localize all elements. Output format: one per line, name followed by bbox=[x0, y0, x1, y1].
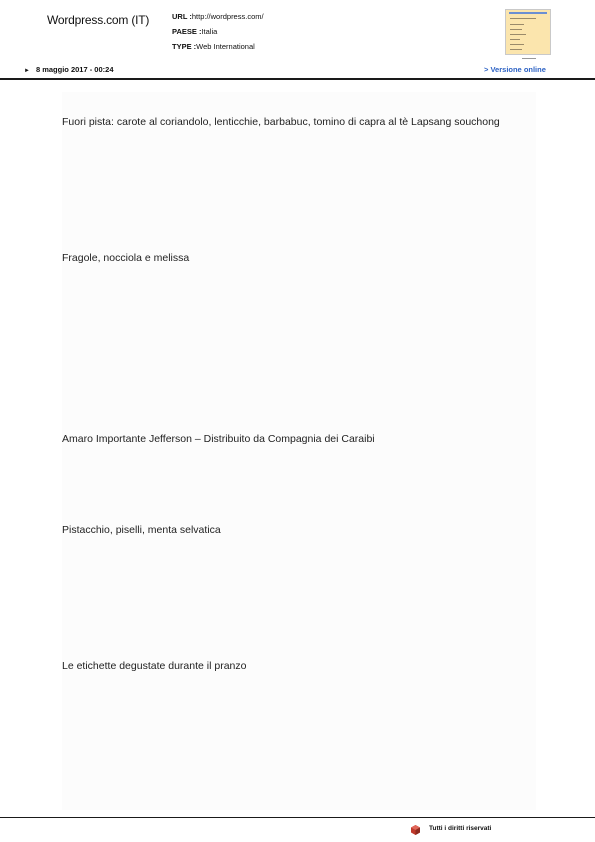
paragraph-1: Fuori pista: carote al coriandolo, lenticchie, barbabuc, tomino di capra al tè Lapsang souchong bbox=[62, 116, 500, 128]
thumbnail-line bbox=[510, 29, 522, 30]
paragraph-3: Amaro Importante Jefferson – Distribuito da Compagnia dei Caraibi bbox=[62, 433, 375, 445]
date-text: 8 maggio 2017 - 00:24 bbox=[35, 65, 114, 74]
site-title: Wordpress.com (IT) bbox=[47, 13, 150, 27]
footer-divider bbox=[0, 817, 595, 818]
rights-notice: Tutti i diritti riservati bbox=[429, 825, 492, 832]
page-thumbnail[interactable] bbox=[505, 9, 551, 55]
type-label: TYPE : bbox=[172, 42, 197, 51]
thumbnail-line bbox=[510, 39, 520, 40]
country-label: PAESE : bbox=[172, 27, 202, 36]
thumbnail-line bbox=[510, 44, 524, 45]
header-divider bbox=[0, 78, 595, 80]
publication-date bbox=[24, 65, 114, 74]
thumbnail-line bbox=[510, 49, 522, 50]
type-value: Web International bbox=[196, 42, 255, 51]
source-meta bbox=[172, 9, 264, 54]
cube-logo-icon bbox=[411, 825, 420, 835]
paragraph-5: Le etichette degustate durante il pranzo bbox=[62, 660, 247, 672]
thumbnail-line bbox=[510, 18, 536, 19]
thumbnail-caption-mark bbox=[522, 58, 536, 59]
article-body bbox=[62, 92, 536, 810]
paragraph-4: Pistacchio, piselli, menta selvatica bbox=[62, 524, 221, 536]
url-value[interactable]: http://wordpress.com/ bbox=[191, 12, 264, 21]
thumbnail-line bbox=[510, 24, 524, 25]
type-row bbox=[172, 39, 264, 54]
paragraph-2: Fragole, nocciola e melissa bbox=[62, 252, 190, 264]
url-row bbox=[172, 9, 264, 24]
country-row bbox=[172, 24, 264, 39]
thumbnail-line bbox=[510, 34, 526, 35]
country-value: Italia bbox=[201, 27, 218, 36]
online-version-link[interactable]: > Versione online bbox=[484, 65, 546, 74]
thumbnail-header-bar bbox=[509, 12, 547, 14]
url-label: URL : bbox=[172, 12, 192, 21]
bullet-arrow-icon: ► bbox=[24, 68, 30, 74]
